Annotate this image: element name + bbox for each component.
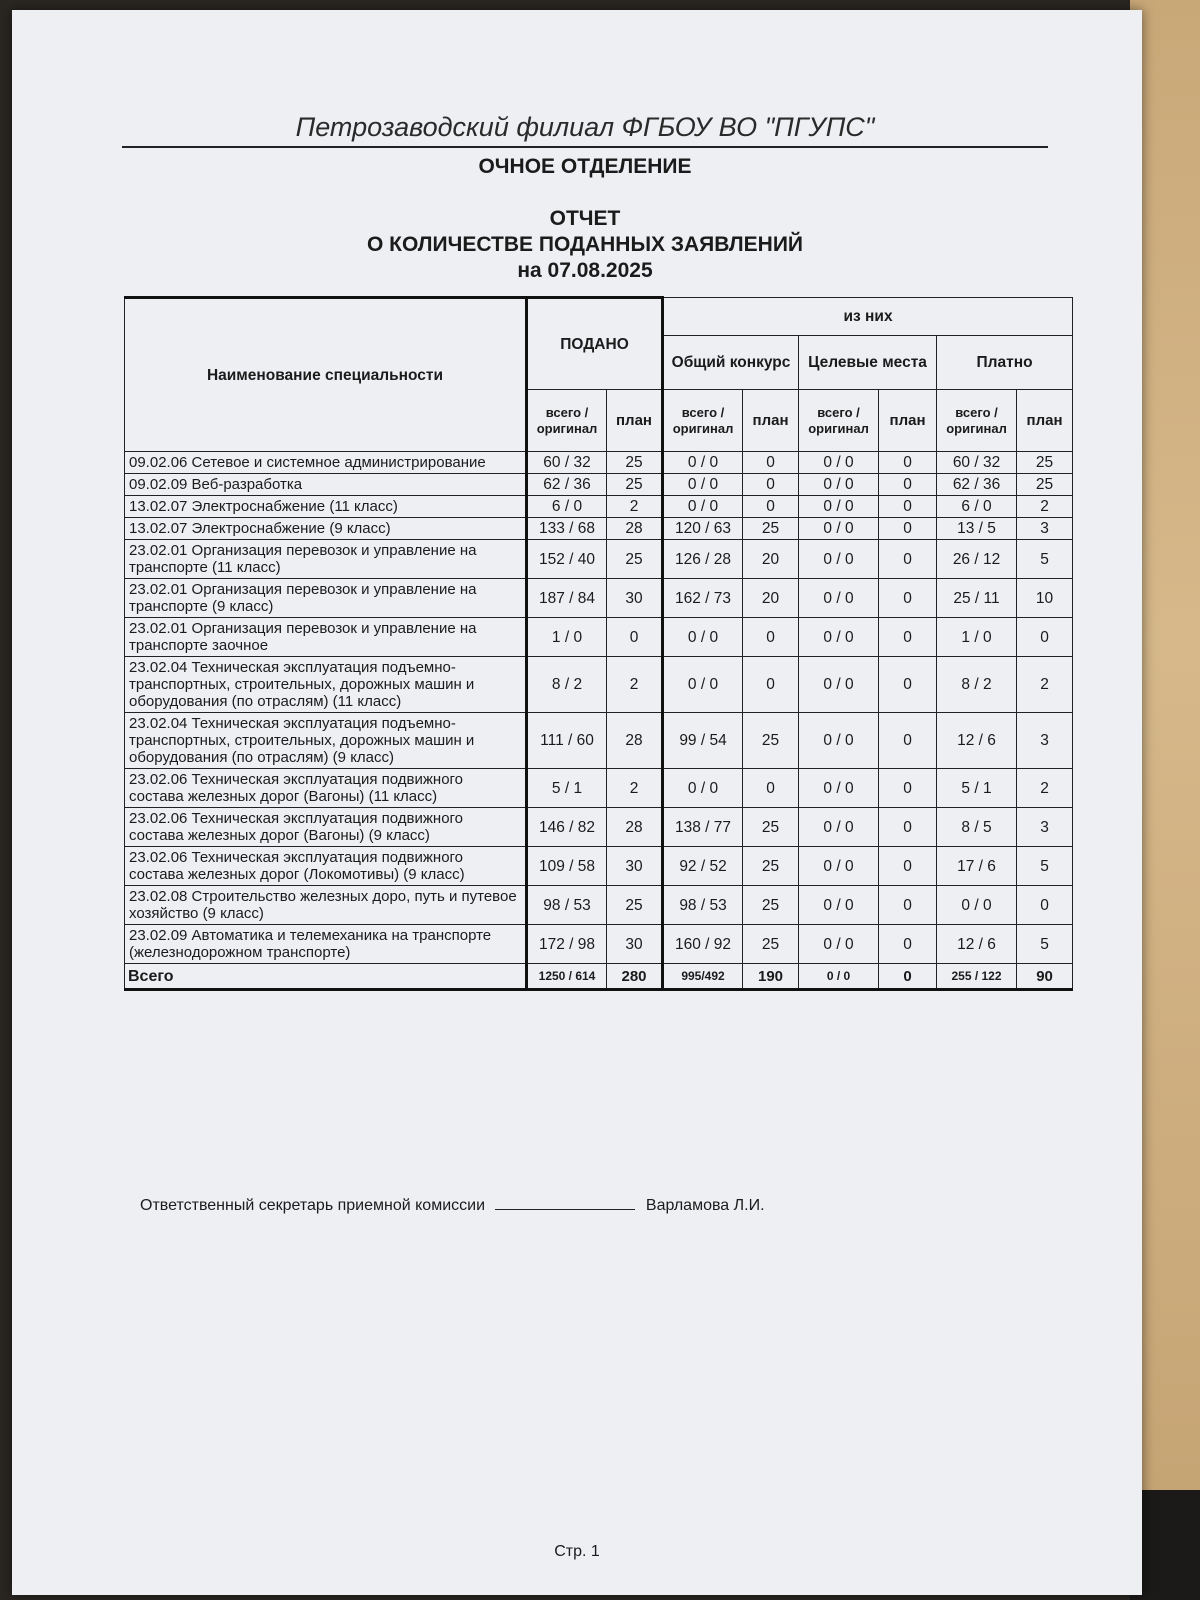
total-label: Всего — [125, 964, 527, 990]
row-gen: 138 / 77 — [663, 808, 743, 847]
row-name: 23.02.01 Организация перевозок и управление на транспорте заочное — [125, 618, 527, 657]
row-name: 23.02.04 Техническая эксплуатация подъемно-транспортных, строительных, дорожных машин и оборудования (по отраслям) (11 класс) — [125, 657, 527, 713]
row-gen-plan: 25 — [743, 886, 799, 925]
table-row — [125, 713, 1073, 769]
header-gen-plan: план — [743, 390, 799, 452]
row-paid-plan: 5 — [1017, 925, 1073, 964]
page-number: Стр. 1 — [554, 1543, 600, 1560]
row-tgt: 0 / 0 — [799, 657, 879, 713]
report-title — [122, 206, 1048, 284]
row-paid: 8 / 2 — [937, 657, 1017, 713]
header-general: Общий конкурс — [663, 336, 799, 390]
row-sub-plan: 30 — [607, 579, 663, 618]
row-gen: 0 / 0 — [663, 769, 743, 808]
row-paid-plan: 3 — [1017, 518, 1073, 540]
row-paid: 17 / 6 — [937, 847, 1017, 886]
row-tgt-plan: 0 — [879, 496, 937, 518]
row-gen: 0 / 0 — [663, 452, 743, 474]
row-tgt-plan: 0 — [879, 474, 937, 496]
header-sub-total: всего / оригинал — [527, 390, 607, 452]
table-row — [125, 657, 1073, 713]
row-sub-plan: 2 — [607, 769, 663, 808]
row-gen-plan: 25 — [743, 518, 799, 540]
table-row — [125, 925, 1073, 964]
row-paid: 13 / 5 — [937, 518, 1017, 540]
row-tgt: 0 / 0 — [799, 847, 879, 886]
signature-line — [140, 1195, 765, 1215]
header-name: Наименование специальности — [125, 298, 527, 452]
row-sub: 6 / 0 — [527, 496, 607, 518]
header-paid: Платно — [937, 336, 1073, 390]
row-gen: 99 / 54 — [663, 713, 743, 769]
table-row — [125, 886, 1073, 925]
signature-blank — [495, 1195, 635, 1210]
header-gen-total: всего / оригинал — [663, 390, 743, 452]
total-sub: 1250 / 614 — [527, 964, 607, 990]
institution-name: Петрозаводский филиал ФГБОУ ВО "ПГУПС" — [295, 112, 875, 142]
row-tgt-plan: 0 — [879, 618, 937, 657]
row-name: 23.02.06 Техническая эксплуатация подвижного состава железных дорог (Вагоны) (11 класс) — [125, 769, 527, 808]
row-tgt: 0 / 0 — [799, 618, 879, 657]
row-gen-plan: 20 — [743, 579, 799, 618]
row-gen-plan: 25 — [743, 808, 799, 847]
row-sub: 1 / 0 — [527, 618, 607, 657]
row-sub-plan: 0 — [607, 618, 663, 657]
row-paid-plan: 3 — [1017, 808, 1073, 847]
row-tgt: 0 / 0 — [799, 713, 879, 769]
row-gen: 126 / 28 — [663, 540, 743, 579]
row-tgt: 0 / 0 — [799, 474, 879, 496]
row-paid: 26 / 12 — [937, 540, 1017, 579]
table-row — [125, 518, 1073, 540]
row-sub: 60 / 32 — [527, 452, 607, 474]
signature-name: Варламова Л.И. — [645, 1197, 765, 1214]
applications-table — [124, 296, 1073, 991]
row-sub-plan: 25 — [607, 540, 663, 579]
row-paid-plan: 5 — [1017, 847, 1073, 886]
header-tgt-plan: план — [879, 390, 937, 452]
row-sub-plan: 2 — [607, 496, 663, 518]
row-tgt-plan: 0 — [879, 847, 937, 886]
row-tgt-plan: 0 — [879, 518, 937, 540]
row-tgt: 0 / 0 — [799, 579, 879, 618]
row-tgt-plan: 0 — [879, 925, 937, 964]
table-row — [125, 808, 1073, 847]
row-gen: 92 / 52 — [663, 847, 743, 886]
row-sub-plan: 30 — [607, 925, 663, 964]
total-tgt: 0 / 0 — [799, 964, 879, 990]
report-title-line1: ОТЧЕТ — [549, 207, 621, 230]
row-paid-plan: 25 — [1017, 452, 1073, 474]
table-row — [125, 474, 1073, 496]
row-gen: 0 / 0 — [663, 496, 743, 518]
row-sub-plan: 25 — [607, 474, 663, 496]
row-gen: 120 / 63 — [663, 518, 743, 540]
header-paid-total: всего / оригинал — [937, 390, 1017, 452]
total-gen-plan: 190 — [743, 964, 799, 990]
row-tgt-plan: 0 — [879, 540, 937, 579]
row-paid: 5 / 1 — [937, 769, 1017, 808]
row-paid: 62 / 36 — [937, 474, 1017, 496]
row-tgt-plan: 0 — [879, 886, 937, 925]
row-gen: 0 / 0 — [663, 618, 743, 657]
row-paid-plan: 25 — [1017, 474, 1073, 496]
row-name: 13.02.07 Электроснабжение (9 класс) — [125, 518, 527, 540]
row-gen-plan: 0 — [743, 657, 799, 713]
row-sub: 98 / 53 — [527, 886, 607, 925]
row-paid-plan: 10 — [1017, 579, 1073, 618]
row-sub-plan: 30 — [607, 847, 663, 886]
row-gen-plan: 20 — [743, 540, 799, 579]
row-name: 23.02.09 Автоматика и телемеханика на транспорте (железнодорожном транспорте) — [125, 925, 527, 964]
row-sub: 5 / 1 — [527, 769, 607, 808]
total-paid: 255 / 122 — [937, 964, 1017, 990]
header-sub-plan: план — [607, 390, 663, 452]
row-paid: 8 / 5 — [937, 808, 1017, 847]
row-sub-plan: 28 — [607, 713, 663, 769]
row-sub: 172 / 98 — [527, 925, 607, 964]
row-sub: 111 / 60 — [527, 713, 607, 769]
report-title-line2: О КОЛИЧЕСТВЕ ПОДАННЫХ ЗАЯВЛЕНИЙ — [366, 233, 804, 256]
row-name: 23.02.01 Организация перевозок и управление на транспорте (11 класс) — [125, 540, 527, 579]
total-row — [125, 964, 1073, 990]
row-name: 23.02.06 Техническая эксплуатация подвижного состава железных дорог (Локомотивы) (9 класс) — [125, 847, 527, 886]
row-gen-plan: 0 — [743, 769, 799, 808]
signature-role: Ответственный секретарь приемной комиссии — [140, 1197, 486, 1214]
row-sub-plan: 25 — [607, 886, 663, 925]
header-of-which: из них — [663, 298, 1073, 336]
row-sub-plan: 25 — [607, 452, 663, 474]
row-sub: 62 / 36 — [527, 474, 607, 496]
report-date: на 07.08.2025 — [517, 259, 653, 282]
row-tgt-plan: 0 — [879, 452, 937, 474]
row-paid: 1 / 0 — [937, 618, 1017, 657]
total-paid-plan: 90 — [1017, 964, 1073, 990]
row-tgt-plan: 0 — [879, 657, 937, 713]
row-paid: 6 / 0 — [937, 496, 1017, 518]
row-sub: 133 / 68 — [527, 518, 607, 540]
department-title: ОЧНОЕ ОТДЕЛЕНИЕ — [478, 155, 692, 178]
row-gen: 0 / 0 — [663, 474, 743, 496]
row-gen: 162 / 73 — [663, 579, 743, 618]
row-gen-plan: 25 — [743, 713, 799, 769]
row-name: 23.02.01 Организация перевозок и управление на транспорте (9 класс) — [125, 579, 527, 618]
row-gen-plan: 0 — [743, 618, 799, 657]
row-tgt-plan: 0 — [879, 769, 937, 808]
row-paid: 0 / 0 — [937, 886, 1017, 925]
row-sub-plan: 2 — [607, 657, 663, 713]
row-gen-plan: 25 — [743, 847, 799, 886]
row-gen-plan: 0 — [743, 474, 799, 496]
row-name: 23.02.06 Техническая эксплуатация подвижного состава железных дорог (Вагоны) (9 класс) — [125, 808, 527, 847]
table-row — [125, 496, 1073, 518]
total-sub-plan: 280 — [607, 964, 663, 990]
row-tgt: 0 / 0 — [799, 925, 879, 964]
row-name: 13.02.07 Электроснабжение (11 класс) — [125, 496, 527, 518]
table-body — [125, 452, 1073, 964]
row-paid-plan: 2 — [1017, 657, 1073, 713]
row-sub: 187 / 84 — [527, 579, 607, 618]
header-rule — [122, 146, 1048, 148]
row-paid-plan: 5 — [1017, 540, 1073, 579]
row-paid-plan: 3 — [1017, 713, 1073, 769]
row-paid-plan: 2 — [1017, 496, 1073, 518]
row-sub: 152 / 40 — [527, 540, 607, 579]
row-sub: 8 / 2 — [527, 657, 607, 713]
row-tgt-plan: 0 — [879, 713, 937, 769]
row-gen: 98 / 53 — [663, 886, 743, 925]
table-row — [125, 579, 1073, 618]
document-page — [12, 10, 1142, 1595]
row-tgt: 0 / 0 — [799, 808, 879, 847]
row-tgt: 0 / 0 — [799, 886, 879, 925]
row-name: 23.02.04 Техническая эксплуатация подъемно-транспортных, строительных, дорожных машин и оборудования (по отраслям) (9 класс) — [125, 713, 527, 769]
row-tgt: 0 / 0 — [799, 518, 879, 540]
total-tgt-plan: 0 — [879, 964, 937, 990]
row-sub-plan: 28 — [607, 808, 663, 847]
row-tgt-plan: 0 — [879, 579, 937, 618]
header-submitted: ПОДАНО — [527, 298, 663, 390]
row-tgt: 0 / 0 — [799, 769, 879, 808]
table-row — [125, 847, 1073, 886]
row-paid-plan: 0 — [1017, 618, 1073, 657]
row-name: 23.02.08 Строительство железных доро, путь и путевое хозяйство (9 класс) — [125, 886, 527, 925]
row-sub: 109 / 58 — [527, 847, 607, 886]
row-paid: 12 / 6 — [937, 925, 1017, 964]
header-tgt-total: всего / оригинал — [799, 390, 879, 452]
row-paid: 60 / 32 — [937, 452, 1017, 474]
row-paid: 25 / 11 — [937, 579, 1017, 618]
total-gen: 995/492 — [663, 964, 743, 990]
header-targeted: Целевые места — [799, 336, 937, 390]
table-row — [125, 452, 1073, 474]
row-sub: 146 / 82 — [527, 808, 607, 847]
row-paid: 12 / 6 — [937, 713, 1017, 769]
table-row — [125, 618, 1073, 657]
row-gen-plan: 25 — [743, 925, 799, 964]
table-row — [125, 769, 1073, 808]
row-gen-plan: 0 — [743, 452, 799, 474]
row-sub-plan: 28 — [607, 518, 663, 540]
row-gen: 160 / 92 — [663, 925, 743, 964]
row-tgt: 0 / 0 — [799, 452, 879, 474]
header-paid-plan: план — [1017, 390, 1073, 452]
row-tgt-plan: 0 — [879, 808, 937, 847]
row-gen-plan: 0 — [743, 496, 799, 518]
row-tgt: 0 / 0 — [799, 496, 879, 518]
row-paid-plan: 2 — [1017, 769, 1073, 808]
table-row — [125, 540, 1073, 579]
row-gen: 0 / 0 — [663, 657, 743, 713]
row-name: 09.02.06 Сетевое и системное администрирование — [125, 452, 527, 474]
row-paid-plan: 0 — [1017, 886, 1073, 925]
table-total — [125, 964, 1073, 990]
row-name: 09.02.09 Веб-разработка — [125, 474, 527, 496]
row-tgt: 0 / 0 — [799, 540, 879, 579]
